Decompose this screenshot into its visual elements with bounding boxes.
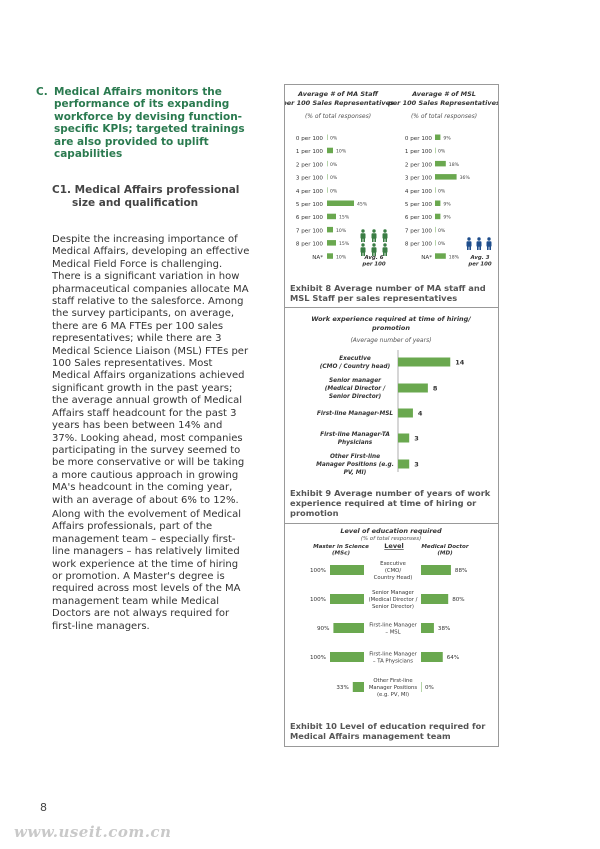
value-label: 33%	[336, 685, 349, 691]
value-label: 10%	[336, 255, 347, 261]
para-line: the average annual growth of Medical	[52, 395, 243, 407]
value-label: 0%	[438, 189, 446, 195]
person-icon	[489, 247, 491, 251]
exhibit-8-caption	[290, 283, 495, 303]
para-line: Medical Field Force is challenging.	[52, 258, 223, 270]
category-label: Manager Positions (e.g.	[316, 462, 394, 468]
subsection-line: size and qualification	[72, 196, 199, 209]
value-label: 88%	[454, 568, 468, 574]
category-label: 2 per 100	[404, 162, 432, 169]
body-paragraph	[52, 509, 264, 633]
section-heading	[36, 86, 258, 160]
value-label: 90%	[316, 626, 330, 632]
bar-msc	[353, 682, 364, 692]
bar	[398, 384, 428, 393]
category-label: 2 per 100	[295, 162, 323, 169]
chart-title: Work experience required at time of hiring/	[311, 315, 471, 323]
para-line: required across most levels of the MA	[52, 583, 241, 595]
avg-label: Avg. 3	[470, 255, 490, 261]
bar	[435, 253, 446, 258]
person-icon	[383, 247, 388, 253]
watermark: www.useit.com.cn	[14, 823, 172, 841]
series-header: (MSc)	[331, 550, 351, 557]
person-icon	[372, 239, 374, 243]
bar	[398, 409, 413, 418]
value-label: 18%	[448, 255, 460, 261]
avg-label: per 100	[362, 261, 386, 268]
para-line: staff relative to the salesforce. Among	[52, 296, 244, 308]
bar	[398, 434, 409, 443]
person-icon	[477, 237, 480, 240]
bar-md	[421, 565, 451, 575]
person-icon	[467, 237, 470, 240]
category-label: – MSL	[385, 629, 401, 636]
person-icon	[361, 229, 364, 232]
person-icon	[383, 233, 388, 239]
category-label: 7 per 100	[295, 228, 323, 235]
para-line: Along with the evolvement of Medical	[52, 509, 242, 520]
value-label: 8	[432, 384, 438, 393]
category-label: First-line Manager-MSL	[316, 411, 394, 417]
para-line: line managers – has relatively limited	[52, 546, 240, 558]
person-icon	[477, 247, 479, 251]
value-label: 9%	[443, 136, 451, 142]
category-label: First-line Manager	[369, 651, 417, 658]
bar	[327, 174, 328, 180]
bar-msc	[330, 565, 364, 575]
person-icon	[361, 239, 363, 243]
value-label: 0%	[330, 176, 338, 182]
category-label: (CMO/	[384, 568, 402, 574]
subsection-line: C1. Medical Affairs professional	[52, 184, 240, 196]
para-line: Affairs staff headcount for the past 3	[52, 407, 237, 419]
value-label: 100%	[310, 568, 326, 574]
category-label: 7 per 100	[404, 228, 432, 235]
chart-title: per 100 Sales Representatives	[285, 99, 394, 107]
category-label: 8 per 100	[404, 241, 432, 248]
person-icon	[385, 239, 387, 243]
value-label: 0%	[330, 136, 338, 142]
bar	[435, 135, 440, 141]
bar	[327, 227, 333, 233]
caption-line: experience required at time of hiring or	[290, 498, 477, 509]
para-line: or promotion. A Master's degree is	[52, 571, 225, 583]
category-label: Manager Positions	[368, 685, 418, 691]
category-label: Executive	[339, 356, 371, 362]
heading-line: capabilities	[54, 148, 123, 161]
category-label: Senior Director)	[328, 394, 382, 400]
para-line: participating in the survey seemed to	[52, 444, 241, 456]
value-label: 100%	[310, 597, 326, 603]
bar-md	[421, 682, 422, 692]
bar	[327, 148, 333, 154]
level-header: Level	[384, 542, 404, 550]
bar-md	[421, 594, 448, 604]
para-line: 100 Sales representatives. Most	[52, 358, 213, 370]
person-icon	[361, 247, 366, 253]
heading-line: specific KPIs; targeted trainings	[54, 123, 245, 136]
value-label: 0%	[330, 189, 338, 195]
category-label: (Medical Director /	[324, 386, 386, 392]
bar	[398, 460, 409, 469]
chart-title: per 100 Sales Representatives	[388, 99, 498, 107]
category-label: Country Head)	[373, 575, 413, 581]
person-icon	[361, 253, 363, 257]
value-label: 0%	[438, 149, 446, 155]
bar	[327, 161, 328, 167]
bar	[435, 240, 436, 246]
category-label: Physicians	[337, 440, 373, 446]
person-icon	[477, 241, 482, 247]
category-label: NA*	[312, 254, 323, 261]
bar-msc	[330, 594, 364, 604]
value-label: 0%	[425, 685, 434, 691]
value-label: 45%	[357, 202, 368, 208]
bar	[327, 187, 328, 193]
bar	[435, 201, 440, 207]
bar	[435, 174, 457, 180]
chart-subtitle: (% of total responses)	[410, 113, 478, 120]
para-line: there are 6 MA FTEs per 100 sales	[52, 320, 224, 332]
category-label: 3 per 100	[295, 175, 323, 182]
value-label: 36%	[459, 176, 470, 182]
value-label: 80%	[452, 597, 465, 603]
category-label: First-line Manager	[369, 622, 417, 629]
value-label: 9%	[443, 215, 451, 221]
person-icon	[487, 247, 489, 251]
caption-line: Exhibit 10 Level of education required for	[290, 721, 486, 731]
exhibit-8-chart	[285, 85, 498, 280]
para-line: with an average of about 6% to 12%.	[52, 494, 239, 506]
para-line: work experience at the time of hiring	[52, 558, 239, 570]
value-label: 3	[414, 460, 419, 469]
category-label: 4 per 100	[404, 188, 432, 195]
person-icon	[487, 241, 492, 247]
para-line: management team – especially first-	[52, 533, 236, 545]
category-label: Executive	[380, 561, 406, 567]
bar	[435, 227, 436, 233]
category-label: 6 per 100	[404, 215, 432, 222]
bar-md	[421, 623, 434, 633]
heading-line: Medical Affairs monitors the	[54, 86, 222, 98]
value-label: 15%	[339, 242, 350, 248]
person-icon	[361, 243, 364, 246]
exhibit-10-chart	[285, 524, 498, 714]
category-label: NA*	[421, 254, 432, 261]
person-icon	[479, 247, 481, 251]
person-icon	[363, 239, 365, 243]
value-label: 9%	[443, 202, 451, 208]
value-label: 18%	[448, 162, 460, 168]
category-label: PV, MI)	[343, 470, 367, 476]
caption-line: Exhibit 9 Average number of years of work	[290, 488, 491, 498]
value-label: 64%	[446, 655, 460, 661]
exhibit-8-svg	[285, 85, 498, 280]
person-icon	[469, 247, 471, 251]
bar	[435, 161, 446, 167]
para-line: management team while Medical	[52, 595, 220, 607]
value-label: 0%	[330, 162, 338, 168]
category-label: 3 per 100	[404, 175, 432, 182]
category-label: Senior Manager	[372, 590, 414, 596]
category-label: Other First-line	[329, 454, 381, 460]
person-icon	[374, 239, 376, 243]
caption-line: Exhibit 8 Average number of MA staff and	[290, 283, 486, 293]
avg-label: per 100	[468, 261, 492, 268]
category-label: 4 per 100	[295, 188, 323, 195]
para-line: Affairs professionals, part of the	[52, 521, 213, 533]
chart-title: promotion	[372, 324, 410, 332]
heading-line: performance of its expanding	[54, 98, 230, 111]
person-icon	[383, 229, 386, 232]
para-line: be more conservative or will be taking	[52, 457, 245, 469]
category-label: 6 per 100	[295, 215, 323, 222]
person-icon	[361, 233, 366, 239]
section-heading-text	[54, 86, 258, 160]
caption-line: MSL Staff per sales representatives	[290, 293, 458, 304]
para-line: There is a significant variation in how	[52, 271, 240, 283]
bar	[327, 253, 333, 258]
chart-title: Average # of MSL	[412, 90, 476, 98]
category-label: Senior Director)	[372, 604, 414, 610]
value-label: 0%	[438, 242, 446, 248]
exhibit-9-chart	[285, 308, 498, 485]
chart-title: Level of education required	[340, 527, 442, 535]
value-label: 14	[455, 358, 465, 367]
para-line: pharmaceutical companies allocate MA	[52, 283, 249, 295]
bar	[327, 135, 328, 141]
chart-subtitle: (Average number of years)	[350, 337, 432, 344]
bar-msc	[330, 652, 364, 662]
heading-line: are also provided to uplift	[54, 135, 209, 148]
person-icon	[385, 253, 387, 257]
person-icon	[372, 229, 375, 232]
chart-title: Average # of MA Staff	[298, 90, 378, 98]
caption-line: Medical Affairs management team	[290, 731, 451, 742]
category-label: Other First-line	[373, 678, 413, 684]
exhibit-9-caption	[290, 488, 495, 519]
category-label: Senior manager	[328, 378, 382, 384]
category-label: 0 per 100	[404, 136, 432, 142]
caption-line: promotion	[290, 508, 339, 519]
chart-subtitle: (% of total responses)	[304, 113, 372, 120]
exhibit-9-svg	[285, 308, 498, 485]
person-icon	[372, 233, 377, 239]
person-icon	[372, 247, 377, 253]
value-label: 4	[417, 409, 423, 418]
para-line: Medical Affairs, developing an effective	[52, 246, 250, 258]
value-label: 0%	[438, 228, 446, 234]
person-icon	[467, 241, 472, 247]
para-line: 37%. Looking ahead, most companies	[52, 432, 243, 444]
para-line: Despite the increasing importance of	[52, 234, 238, 245]
para-line: representatives; while there are 3	[52, 333, 222, 345]
bar	[327, 240, 336, 246]
person-icon	[467, 247, 469, 251]
para-line: MA's headcount in the coming year,	[52, 482, 233, 494]
exhibit-10-caption	[290, 721, 495, 741]
person-icon	[487, 237, 490, 240]
section-letter: C.	[36, 86, 48, 98]
value-label: 10%	[336, 228, 347, 234]
exhibit-panel	[284, 84, 499, 747]
series-header: Medical Doctor	[421, 544, 469, 550]
subsection-heading	[52, 184, 262, 209]
value-label: 100%	[310, 655, 326, 661]
value-label: 10%	[336, 149, 347, 155]
heading-line: workforce by devising function-	[54, 110, 243, 123]
category-label: 8 per 100	[295, 241, 323, 248]
bar	[398, 358, 450, 367]
category-label: 0 per 100	[295, 136, 323, 142]
series-header: (MD)	[437, 550, 453, 557]
value-label: 38%	[437, 626, 451, 632]
value-label: 3	[414, 434, 419, 443]
category-label: 1 per 100	[404, 149, 432, 156]
exhibit-10-svg	[285, 524, 498, 714]
category-label: 1 per 100	[295, 149, 323, 156]
category-label: (e.g. PV, MI)	[376, 692, 410, 698]
bar-md	[421, 652, 443, 662]
para-line: the survey participants, on average,	[52, 308, 235, 320]
bar	[435, 148, 436, 154]
person-icon	[372, 243, 375, 246]
person-icon	[383, 243, 386, 246]
avg-label: Avg. 6	[364, 255, 384, 261]
para-line: a more cautious approach in growing	[52, 469, 239, 481]
para-line: Medical Science Liaison (MSL) FTEs per	[52, 345, 249, 357]
category-label: First-line Manager-TA	[320, 432, 390, 438]
category-label: 5 per 100	[295, 202, 323, 208]
para-line: years has been between 14% and	[52, 420, 223, 432]
para-line: significant growth in the past years;	[52, 382, 233, 394]
bar	[435, 187, 436, 193]
person-icon	[383, 239, 385, 243]
para-line: first-line managers.	[52, 620, 150, 632]
category-label: – TA Physicians	[372, 658, 414, 665]
category-label: 5 per 100	[404, 202, 432, 208]
bar	[435, 214, 440, 220]
body-paragraph	[52, 234, 264, 507]
bar	[327, 201, 354, 207]
para-line: Doctors are not always required for	[52, 608, 230, 620]
bar-msc	[333, 623, 364, 633]
category-label: (Medical Director /	[368, 597, 418, 603]
para-line: Medical Affairs organizations achieved	[52, 370, 245, 382]
bar	[327, 214, 336, 220]
value-label: 15%	[339, 215, 350, 221]
series-header: Master in Science	[313, 544, 369, 550]
page-number: 8	[40, 801, 47, 814]
category-label: (CMO / Country head)	[319, 364, 391, 370]
chart-subtitle: (% of total responses)	[360, 536, 422, 542]
